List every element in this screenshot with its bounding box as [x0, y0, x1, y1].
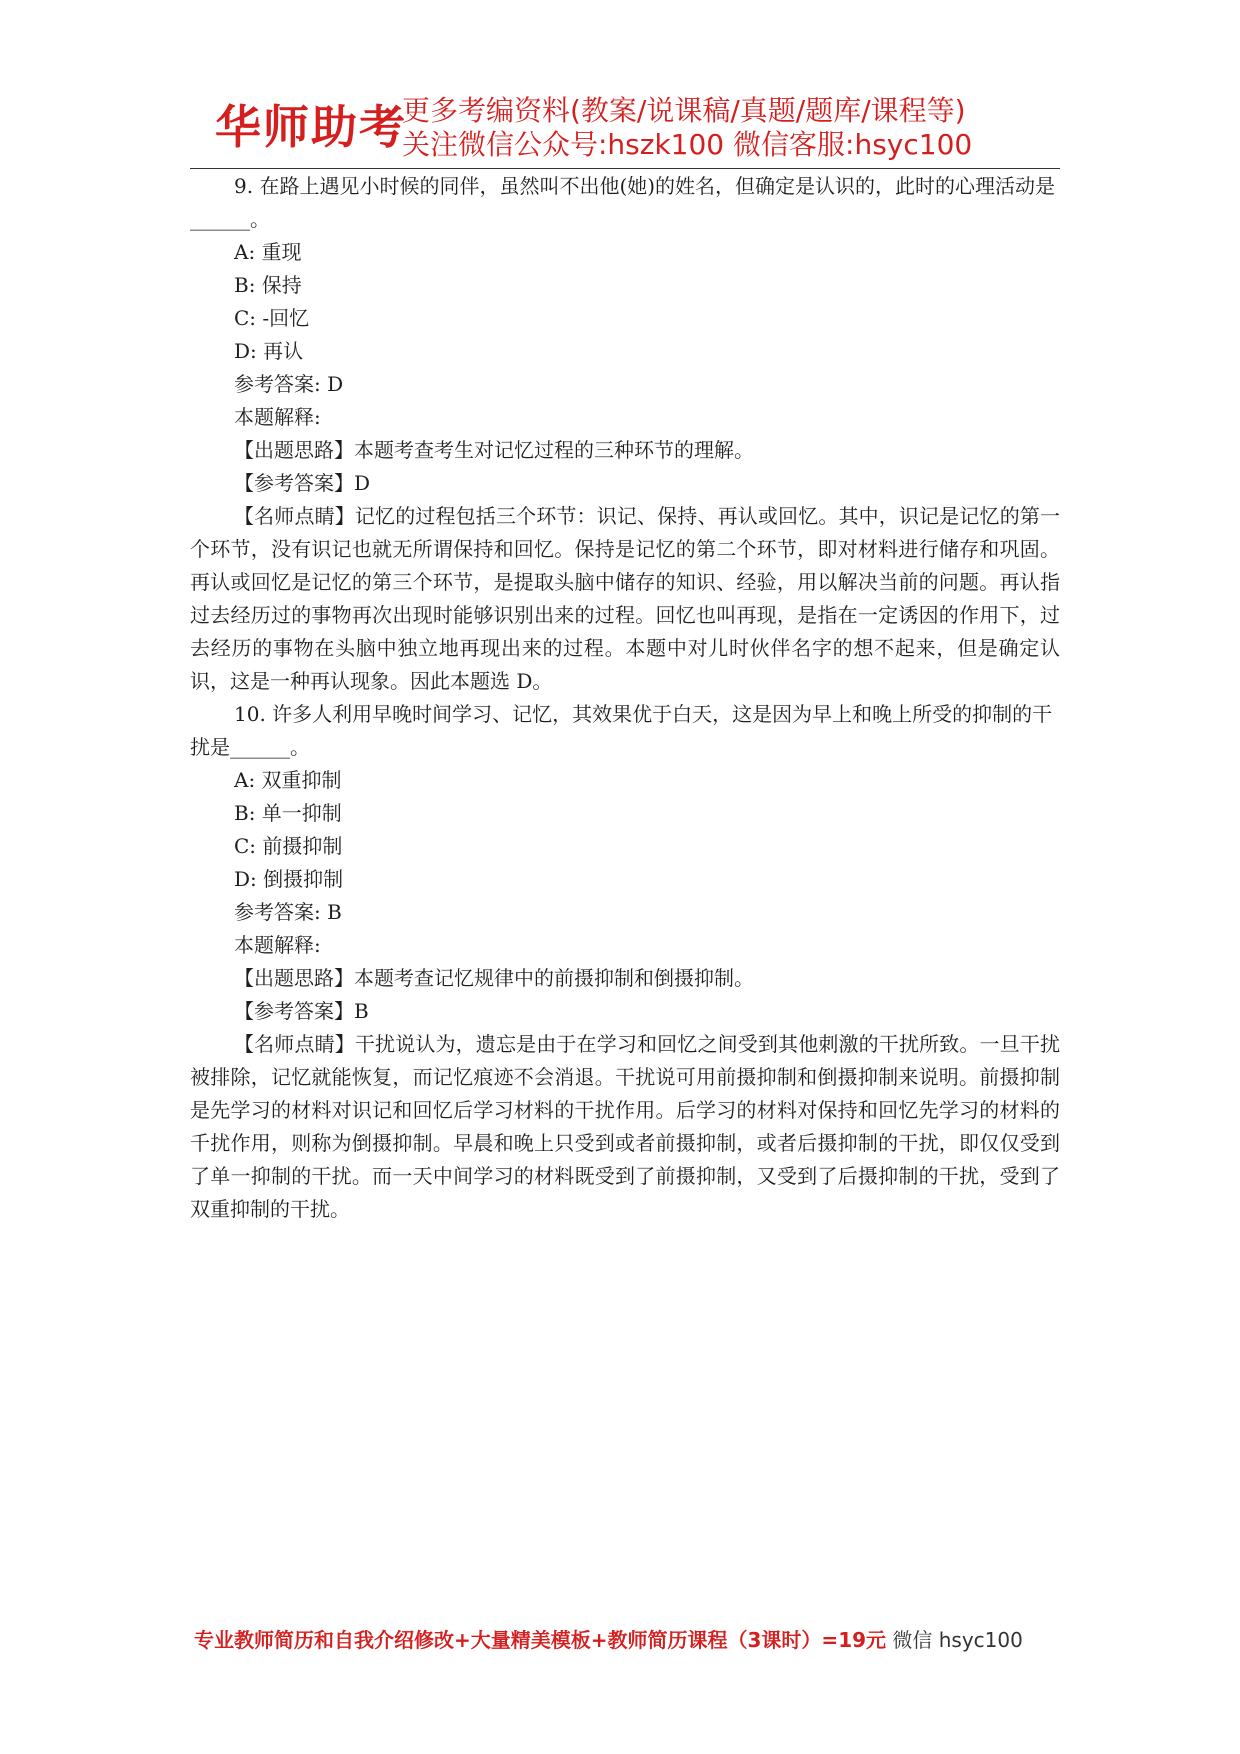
header-line-2: 关注微信公众号:hszk100 微信客服:hsyc100: [402, 128, 973, 161]
question-stem: 9. 在路上遇见小时候的同伴，虽然叫不出他(她)的姓名，但确定是认识的，此时的心理活动是______。: [190, 174, 1056, 231]
option-a: A: 重现: [234, 240, 302, 264]
option-d: D: 再认: [234, 339, 304, 363]
analysis-paragraph: 【名师点睛】记忆的过程包括三个环节：识记、保持、再认或回忆。其中，识记是记忆的第一个环节，没有识记也就无所谓保持和回忆。保持是记忆的第二个环节，即对材料进行储存和巩固。再认或回忆是记忆的第三个环节，是提取头脑中储存的知识、经验，用以解决当前的问题。再认指过去经历过的事物再次出现时能够识别出来的过程。回忆也叫再现，是指在一定诱因的作用下，过去经历的事物在头脑中独立地再现出来的过程。本题中对儿时伙伴名字的想不起来，但是确定认识，这是一种再认现象。因此本题选 D。: [190, 504, 1060, 693]
explanation-label: 本题解释:: [234, 405, 321, 429]
option-b: B: 保持: [234, 273, 302, 297]
document-body: [190, 170, 1060, 1226]
reference-answer: 【参考答案】B: [234, 999, 369, 1023]
option-c: C: 前摄抑制: [234, 834, 343, 858]
question-thinking: 【出题思路】本题考查考生对记忆过程的三种环节的理解。: [234, 438, 754, 462]
explanation-label: 本题解释:: [234, 933, 321, 957]
option-d: D: 倒摄抑制: [234, 867, 344, 891]
answer-line: 参考答案: D: [234, 372, 344, 396]
analysis-paragraph: 【名师点睛】干扰说认为，遗忘是由于在学习和回忆之间受到其他刺激的干扰所致。一旦干扰被排除，记忆就能恢复，而记忆痕迹不会消退。干扰说可用前摄抑制和倒摄抑制来说明。前摄抑制是先学习的材料对识记和回忆后学习材料的干扰作用。后学习的材料对保持和回忆先学习的材料的千扰作用，则称为倒摄抑制。早晨和晚上只受到或者前摄抑制，或者后摄抑制的干扰，即仅仅受到了单一抑制的干扰。而一天中间学习的材料既受到了前摄抑制，又受到了后摄抑制的干扰，受到了双重抑制的干扰。: [190, 1032, 1060, 1221]
footer-ad: [194, 1626, 1074, 1654]
header-line-1: 更多考编资料(教案/说课稿/真题/题库/课程等): [402, 94, 966, 127]
brand-logo: 华师助考: [215, 100, 407, 154]
question-block: [190, 698, 1060, 1226]
option-a: A: 双重抑制: [234, 768, 342, 792]
answer-line: 参考答案: B: [234, 900, 342, 924]
header-banner: [190, 88, 1060, 172]
header-info: [402, 94, 972, 162]
question-thinking: 【出题思路】本题考查记忆规律中的前摄抑制和倒摄抑制。: [234, 966, 754, 990]
question-stem: 10. 许多人利用早晚时间学习、记忆，其效果优于白天，这是因为早上和晚上所受的抑制的干扰是______。: [190, 702, 1053, 759]
option-b: B: 单一抑制: [234, 801, 342, 825]
reference-answer: 【参考答案】D: [234, 471, 371, 495]
header-divider: [190, 168, 1060, 169]
question-block: [190, 170, 1060, 698]
option-c: C: -回忆: [234, 306, 310, 330]
footer-promo: 专业教师简历和自我介绍修改+大量精美模板+教师简历课程（3课时）=19元: [194, 1628, 887, 1652]
footer-contact: 微信 hsyc100: [886, 1628, 1023, 1652]
